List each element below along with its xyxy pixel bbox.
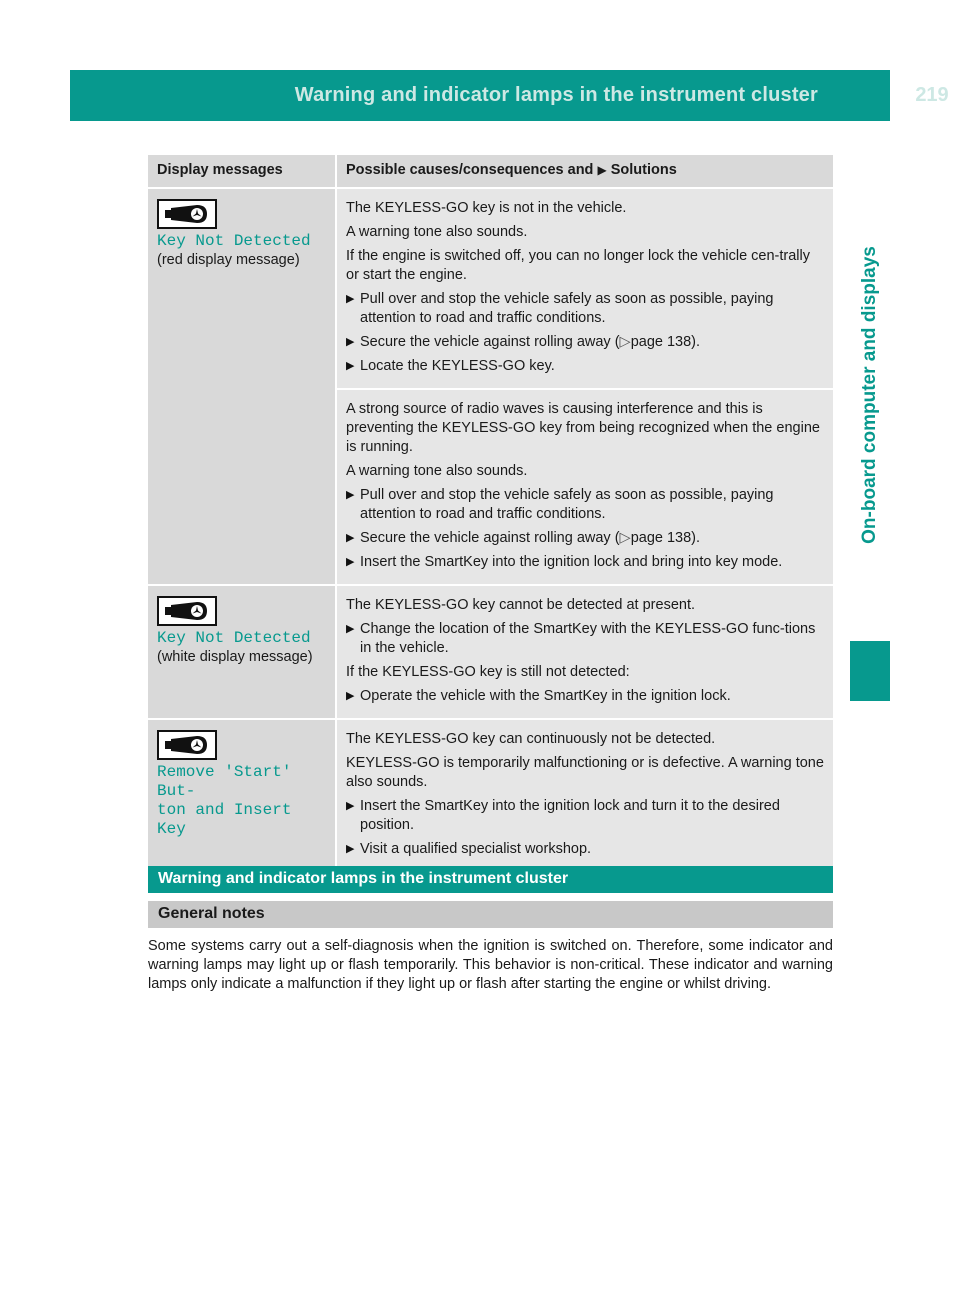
- solution-step: ▶ Insert the SmartKey into the ignition lock and turn it to the desired position.: [346, 798, 780, 833]
- key-icon: [157, 730, 217, 760]
- cause-text: The KEYLESS-GO key can continuously not be detected.: [346, 731, 716, 747]
- step-arrow-icon: ▶: [346, 489, 355, 501]
- display-message-code: Key Not Detected: [157, 629, 311, 647]
- display-message-subtitle: (white display message): [157, 649, 313, 665]
- table-row: [148, 719, 833, 872]
- cause-text: A warning tone also sounds.: [346, 224, 528, 240]
- solution-step: ▶ Secure the vehicle against rolling away (▷page 138).: [346, 334, 701, 350]
- subsection-heading-bar: [148, 901, 833, 928]
- page-header: [70, 70, 949, 121]
- causes-cell: [336, 389, 833, 585]
- cause-text: KEYLESS-GO is temporarily malfunctioning or is defective. A warning tone also sounds.: [346, 755, 824, 790]
- table-row: [148, 585, 833, 719]
- step-arrow-icon: ▶: [346, 690, 355, 702]
- display-message-subtitle: (red display message): [157, 252, 300, 268]
- step-arrow-icon: ▶: [346, 293, 355, 305]
- display-message-cell: [148, 585, 336, 719]
- header-title: Warning and indicator lamps in the instrument cluster: [294, 84, 818, 106]
- causes-cell: [336, 188, 833, 389]
- cause-text: The KEYLESS-GO key is not in the vehicle.: [346, 200, 627, 216]
- cause-text: The KEYLESS-GO key cannot be detected at present.: [346, 597, 696, 613]
- step-arrow-icon: ▶: [346, 843, 355, 855]
- display-message-cell: [148, 719, 336, 872]
- side-tab-marker: [850, 641, 890, 701]
- page-reference-link[interactable]: page 138).: [630, 530, 701, 546]
- display-message-code: Remove 'Start' But‐: [157, 763, 292, 800]
- step-arrow-icon: ▶: [346, 800, 355, 812]
- general-notes-paragraph: Some systems carry out a self-diagnosis when the ignition is switched on. Therefore, some indicator and warning lamps may light up or flash temporarily. This behavior is non-critical. These indicator and warning lamps only indicate a malfunction if they light up or flash after starting the engine or whilst driving.: [148, 938, 833, 992]
- key-icon: [157, 199, 217, 229]
- solution-step: ▶ Change the location of the SmartKey with the KEYLESS-GO func-tions in the vehicle.: [346, 621, 816, 656]
- subsection-title: General notes: [158, 905, 265, 922]
- cause-text: If the engine is switched off, you can no longer lock the vehicle cen-trally or start the engine.: [346, 248, 810, 283]
- page-reference-icon: ▷: [619, 530, 631, 546]
- display-message-cell: [148, 188, 336, 585]
- step-arrow-icon: ▶: [346, 336, 355, 348]
- side-tab-label: On-board computer and displays: [859, 246, 880, 544]
- col-header-display-messages: Display messages: [148, 155, 336, 188]
- step-arrow-icon: ▶: [346, 360, 355, 372]
- causes-cell: [336, 585, 833, 719]
- col-header-causes-prefix: Possible causes/consequences and: [346, 162, 594, 178]
- causes-cell: [336, 719, 833, 872]
- step-arrow-icon: ▶: [346, 556, 355, 568]
- cause-text: A strong source of radio waves is causing interference and this is preventing the KEYLESS-GO key from being recognized when the engine is running.: [346, 401, 820, 455]
- display-message-code: ton and Insert Key: [157, 801, 292, 838]
- solution-arrow-icon: ▶: [597, 163, 607, 177]
- cause-text: If the KEYLESS-GO key is still not detected:: [346, 664, 630, 680]
- side-tab: [850, 160, 890, 630]
- col-header-causes-suffix: Solutions: [610, 162, 677, 178]
- table-row: [148, 188, 833, 389]
- solution-step: ▶ Insert the SmartKey into the ignition lock and bring into key mode.: [346, 554, 783, 570]
- solution-step: ▶ Visit a qualified specialist workshop.: [346, 841, 592, 857]
- step-arrow-icon: ▶: [346, 623, 355, 635]
- solution-step: ▶ Operate the vehicle with the SmartKey in the ignition lock.: [346, 688, 731, 704]
- display-message-code: Key Not Detected: [157, 232, 311, 250]
- solution-step: ▶ Locate the KEYLESS-GO key.: [346, 358, 555, 374]
- table-header-row: [148, 155, 833, 188]
- page-number: 219: [915, 84, 949, 106]
- solution-step: ▶ Secure the vehicle against rolling away (▷page 138).: [346, 530, 701, 546]
- key-icon: [157, 596, 217, 626]
- col-header-causes: [336, 155, 833, 188]
- section-title: Warning and indicator lamps in the instrument cluster: [158, 870, 569, 887]
- step-arrow-icon: ▶: [346, 532, 355, 544]
- page-reference-icon: ▷: [619, 334, 631, 350]
- section-heading-bar: [148, 866, 833, 893]
- display-messages-table: [148, 155, 833, 873]
- cause-text: A warning tone also sounds.: [346, 463, 528, 479]
- solution-step: ▶ Pull over and stop the vehicle safely as soon as possible, paying attention to road and traffic conditions.: [346, 291, 774, 326]
- solution-step: ▶ Pull over and stop the vehicle safely as soon as possible, paying attention to road and traffic conditions.: [346, 487, 774, 522]
- page-reference-link[interactable]: page 138).: [630, 334, 701, 350]
